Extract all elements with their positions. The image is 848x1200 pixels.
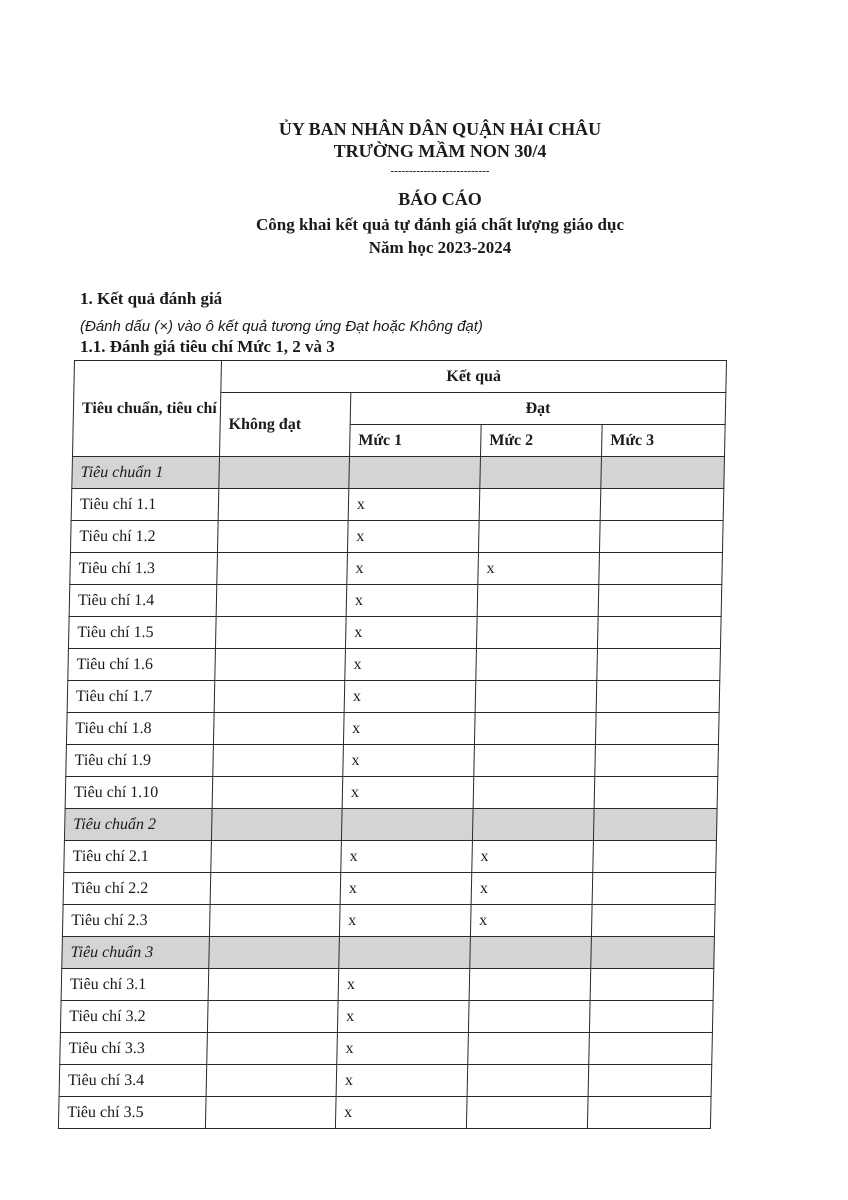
level3-cell bbox=[589, 1001, 713, 1033]
level3-cell bbox=[592, 873, 716, 905]
fail-cell bbox=[218, 489, 349, 521]
criterion-row bbox=[68, 649, 721, 681]
standard-blank-cell bbox=[593, 809, 717, 841]
criterion-label: Tiêu chí 1.2 bbox=[70, 521, 218, 553]
fail-cell bbox=[211, 841, 342, 873]
level1-cell: x bbox=[347, 553, 479, 585]
level1-cell: x bbox=[345, 649, 477, 681]
criterion-label: Tiêu chí 1.3 bbox=[70, 553, 218, 585]
criterion-row bbox=[63, 873, 716, 905]
criterion-label: Tiêu chí 3.2 bbox=[60, 1001, 208, 1033]
subsection-heading: 1.1. Đánh giá tiêu chí Mức 1, 2 và 3 bbox=[80, 337, 335, 356]
level3-cell bbox=[593, 841, 717, 873]
fail-cell bbox=[212, 777, 343, 809]
level2-cell bbox=[475, 681, 597, 713]
result-header: Kết quả bbox=[221, 361, 727, 393]
report-title: BÁO CÁO bbox=[398, 189, 482, 209]
standard-blank-cell bbox=[480, 457, 602, 489]
standard-blank-cell bbox=[341, 809, 473, 841]
level3-cell bbox=[595, 745, 719, 777]
criterion-row bbox=[70, 553, 723, 585]
criterion-label: Tiêu chí 2.2 bbox=[63, 873, 211, 905]
level3-cell bbox=[599, 521, 723, 553]
level3-cell bbox=[588, 1065, 712, 1097]
standard-row bbox=[62, 937, 715, 969]
standard-name: Tiêu chuẩn 3 bbox=[62, 937, 210, 969]
criterion-label: Tiêu chí 3.1 bbox=[61, 969, 209, 1001]
level1-cell: x bbox=[342, 777, 474, 809]
standard-blank-cell bbox=[219, 457, 350, 489]
criterion-row bbox=[62, 905, 715, 937]
standard-blank-cell bbox=[601, 457, 725, 489]
level2-cell: x bbox=[471, 873, 593, 905]
level2-header: Mức 2 bbox=[480, 425, 602, 457]
level1-cell: x bbox=[347, 521, 479, 553]
org-name: ỦY BAN NHÂN DÂN QUẬN HẢI CHÂU bbox=[278, 119, 602, 139]
report-subtitle: Công khai kết quả tự đánh giá chất lượng giáo dục bbox=[255, 215, 624, 234]
criterion-label: Tiêu chí 1.7 bbox=[67, 681, 215, 713]
fail-cell bbox=[210, 873, 341, 905]
level3-cell bbox=[599, 553, 723, 585]
standard-name: Tiêu chuẩn 2 bbox=[64, 809, 212, 841]
level1-cell: x bbox=[341, 841, 473, 873]
level3-cell bbox=[596, 681, 720, 713]
criterion-row bbox=[60, 1033, 713, 1065]
standard-blank-cell bbox=[209, 937, 340, 969]
level1-cell: x bbox=[338, 969, 470, 1001]
fail-cell bbox=[205, 1097, 336, 1129]
criterion-row bbox=[59, 1065, 712, 1097]
level3-cell bbox=[594, 777, 718, 809]
criterion-label: Tiêu chí 3.5 bbox=[58, 1097, 206, 1129]
evaluation-table-body bbox=[58, 457, 724, 1129]
school-name: TRƯỜNG MẦM NON 30/4 bbox=[333, 141, 547, 161]
header-divider: --------------------------- bbox=[390, 165, 490, 177]
criterion-label: Tiêu chí 1.10 bbox=[65, 777, 213, 809]
criterion-row bbox=[66, 713, 719, 745]
criterion-label: Tiêu chí 3.4 bbox=[59, 1065, 207, 1097]
level2-cell bbox=[479, 489, 601, 521]
standard-blank-cell bbox=[472, 809, 594, 841]
criterion-row bbox=[68, 617, 721, 649]
criterion-row bbox=[61, 969, 714, 1001]
level3-cell bbox=[587, 1097, 711, 1129]
level3-cell bbox=[595, 713, 719, 745]
level1-cell: x bbox=[335, 1097, 467, 1129]
fail-header: Không đạt bbox=[219, 393, 350, 457]
criterion-label: Tiêu chí 3.3 bbox=[60, 1033, 208, 1065]
level1-cell: x bbox=[343, 713, 475, 745]
fail-cell bbox=[216, 585, 347, 617]
level1-cell: x bbox=[339, 905, 471, 937]
criterion-row bbox=[65, 777, 718, 809]
criterion-row bbox=[69, 585, 722, 617]
fail-cell bbox=[217, 521, 348, 553]
fail-cell bbox=[207, 1001, 338, 1033]
criterion-label: Tiêu chí 1.9 bbox=[66, 745, 214, 777]
fail-cell bbox=[214, 681, 345, 713]
fail-cell bbox=[217, 553, 348, 585]
criterion-label: Tiêu chí 1.8 bbox=[66, 713, 214, 745]
level1-cell: x bbox=[344, 681, 476, 713]
level2-cell bbox=[468, 1001, 590, 1033]
level3-header: Mức 3 bbox=[601, 425, 725, 457]
criterion-row bbox=[64, 841, 717, 873]
level2-cell: x bbox=[472, 841, 594, 873]
level2-cell: x bbox=[470, 905, 592, 937]
level2-cell bbox=[477, 585, 599, 617]
level3-cell bbox=[600, 489, 724, 521]
fail-cell bbox=[206, 1065, 337, 1097]
level1-header: Mức 1 bbox=[349, 425, 481, 457]
standard-blank-cell bbox=[591, 937, 715, 969]
criterion-row bbox=[71, 489, 724, 521]
level2-cell bbox=[474, 745, 596, 777]
criterion-row bbox=[70, 521, 723, 553]
level2-cell bbox=[466, 1097, 588, 1129]
level1-cell: x bbox=[340, 873, 472, 905]
level3-cell bbox=[590, 969, 714, 1001]
standard-row bbox=[64, 809, 717, 841]
standard-blank-cell bbox=[470, 937, 592, 969]
criterion-row bbox=[58, 1097, 711, 1129]
fail-cell bbox=[215, 649, 346, 681]
criteria-header: Tiêu chuẩn, tiêu chí bbox=[72, 361, 221, 457]
level2-cell bbox=[468, 1033, 590, 1065]
level2-cell bbox=[474, 713, 596, 745]
evaluation-table bbox=[58, 360, 727, 1129]
level2-cell bbox=[476, 649, 598, 681]
standard-blank-cell bbox=[211, 809, 342, 841]
level2-cell bbox=[473, 777, 595, 809]
standard-blank-cell bbox=[339, 937, 471, 969]
criterion-label: Tiêu chí 1.4 bbox=[69, 585, 217, 617]
criterion-label: Tiêu chí 2.1 bbox=[64, 841, 212, 873]
level2-cell bbox=[478, 521, 600, 553]
level2-cell bbox=[469, 969, 591, 1001]
level1-cell: x bbox=[343, 745, 475, 777]
level3-cell bbox=[597, 649, 721, 681]
section-note: (Đánh dấu (×) vào ô kết quả tương ứng Đạt hoặc Không đạt) bbox=[80, 318, 483, 335]
level3-cell bbox=[591, 905, 715, 937]
level2-cell: x bbox=[478, 553, 600, 585]
criterion-label: Tiêu chí 1.5 bbox=[68, 617, 216, 649]
level3-cell bbox=[597, 617, 721, 649]
section-heading: 1. Kết quả đánh giá bbox=[80, 289, 223, 308]
fail-cell bbox=[213, 713, 344, 745]
criterion-row bbox=[60, 1001, 713, 1033]
standard-name: Tiêu chuẩn 1 bbox=[72, 457, 220, 489]
fail-cell bbox=[209, 905, 340, 937]
standard-row bbox=[72, 457, 725, 489]
level1-cell: x bbox=[336, 1065, 468, 1097]
criterion-label: Tiêu chí 1.6 bbox=[68, 649, 216, 681]
level1-cell: x bbox=[346, 585, 478, 617]
level1-cell: x bbox=[348, 489, 480, 521]
school-year: Năm học 2023-2024 bbox=[368, 238, 512, 257]
criterion-row bbox=[67, 681, 720, 713]
fail-cell bbox=[207, 1033, 338, 1065]
level3-cell bbox=[598, 585, 722, 617]
level1-cell: x bbox=[345, 617, 477, 649]
level2-cell bbox=[476, 617, 598, 649]
pass-header: Đạt bbox=[350, 393, 726, 425]
standard-blank-cell bbox=[349, 457, 481, 489]
level2-cell bbox=[467, 1065, 589, 1097]
fail-cell bbox=[215, 617, 346, 649]
fail-cell bbox=[213, 745, 344, 777]
level1-cell: x bbox=[337, 1033, 469, 1065]
criterion-label: Tiêu chí 1.1 bbox=[71, 489, 219, 521]
criterion-row bbox=[66, 745, 719, 777]
criterion-label: Tiêu chí 2.3 bbox=[62, 905, 210, 937]
level3-cell bbox=[589, 1033, 713, 1065]
level1-cell: x bbox=[337, 1001, 469, 1033]
fail-cell bbox=[208, 969, 339, 1001]
